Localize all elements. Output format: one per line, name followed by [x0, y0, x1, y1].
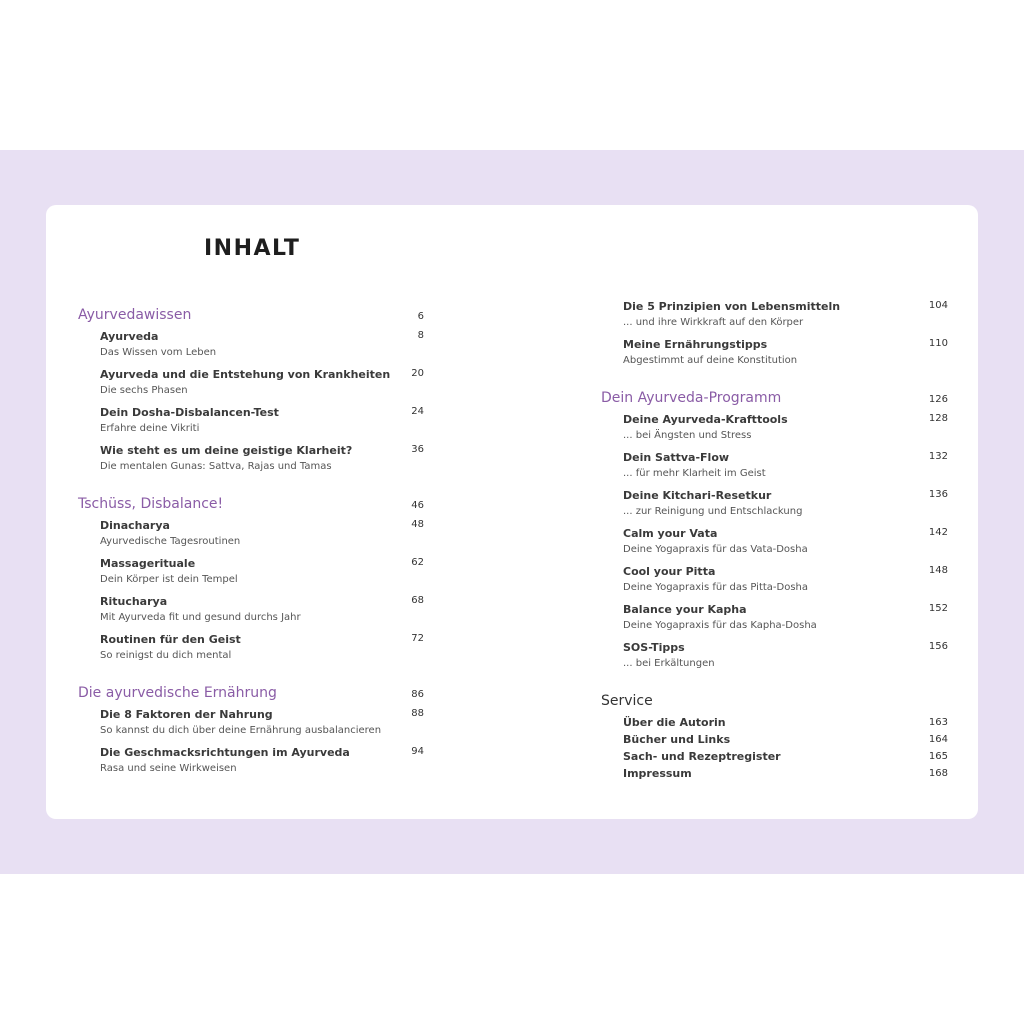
entry-subtitle: Das Wissen vom Leben — [100, 347, 217, 358]
section-heading[interactable] — [601, 387, 948, 409]
entry-subtitle: Mit Ayurveda fit und gesund durchs Jahr — [100, 612, 301, 623]
section-heading[interactable] — [78, 493, 424, 515]
page-number: 156 — [928, 641, 948, 652]
entry-title: Bücher und Links — [623, 733, 731, 746]
entry-title: Meine Ernährungstipps — [623, 338, 768, 351]
page-number: 128 — [928, 413, 948, 424]
entry-subtitle: Erfahre deine Vikriti — [100, 423, 200, 434]
entry-subtitle: Deine Yogapraxis für das Kapha-Dosha — [623, 620, 817, 631]
entry-subtitle: ... und ihre Wirkkraft auf den Körper — [623, 317, 804, 328]
page-number: 163 — [928, 717, 948, 728]
page-number: 132 — [928, 451, 948, 462]
entry-title: Balance your Kapha — [623, 603, 747, 616]
page-number: 46 — [411, 500, 424, 511]
toc-entry[interactable] — [78, 631, 424, 663]
page-number: 8 — [417, 330, 424, 341]
entry-title: Wie steht es um deine geistige Klarheit? — [100, 444, 353, 457]
page-number: 88 — [411, 708, 424, 719]
entry-subtitle: ... bei Ängsten und Stress — [623, 430, 752, 441]
toc-entry[interactable] — [601, 336, 948, 368]
toc-entry[interactable] — [601, 639, 948, 671]
entry-title: Dinacharya — [100, 519, 170, 532]
entry-subtitle: Deine Yogapraxis für das Pitta-Dosha — [623, 582, 809, 593]
toc-entry[interactable] — [78, 404, 424, 436]
service-entry[interactable] — [601, 765, 948, 782]
entry-title: Ayurveda — [100, 330, 159, 343]
toc-entry[interactable] — [601, 563, 948, 595]
page-number: 72 — [411, 633, 424, 644]
entry-title: Die 8 Faktoren der Nahrung — [100, 708, 273, 721]
entry-subtitle: ... bei Erkältungen — [623, 658, 715, 669]
page-number: 110 — [928, 338, 948, 349]
page-title: INHALT — [204, 236, 301, 261]
service-list — [601, 714, 948, 782]
entry-subtitle: Ayurvedische Tagesroutinen — [100, 536, 241, 547]
page-number: 152 — [928, 603, 948, 614]
entry-subtitle: Abgestimmt auf deine Konstitution — [623, 355, 798, 366]
toc-entry[interactable] — [78, 706, 424, 738]
toc-entry[interactable] — [601, 525, 948, 557]
toc-right-column — [601, 298, 948, 801]
toc-section-service — [601, 690, 948, 782]
toc-section — [78, 304, 424, 474]
entry-subtitle: So kannst du dich über deine Ernährung ausbalancieren — [100, 725, 382, 736]
page-number: 68 — [411, 595, 424, 606]
entry-title: Calm your Vata — [623, 527, 718, 540]
toc-section — [78, 493, 424, 663]
entry-subtitle: ... für mehr Klarheit im Geist — [623, 468, 766, 479]
page-number: 165 — [928, 751, 948, 762]
entry-title: Routinen für den Geist — [100, 633, 241, 646]
page-number: 164 — [928, 734, 948, 745]
page-number: 148 — [928, 565, 948, 576]
entry-title: Dein Dosha-Disbalancen-Test — [100, 406, 279, 419]
section-heading[interactable] — [78, 682, 424, 704]
toc-left-column — [78, 304, 424, 795]
page-number: 24 — [411, 406, 424, 417]
entry-title: Über die Autorin — [623, 716, 726, 729]
toc-section — [78, 682, 424, 776]
page-number: 136 — [928, 489, 948, 500]
toc-entry[interactable] — [601, 449, 948, 481]
page-number: 142 — [928, 527, 948, 538]
entry-subtitle: Die mentalen Gunas: Sattva, Rajas und Tamas — [100, 461, 332, 472]
entry-title: SOS-Tipps — [623, 641, 685, 654]
section-heading-label: Dein Ayurveda-Programm — [601, 390, 782, 406]
toc-entry[interactable] — [78, 744, 424, 776]
entry-title: Impressum — [623, 767, 692, 780]
service-entry[interactable] — [601, 714, 948, 731]
entry-title: Sach- und Rezeptregister — [623, 750, 781, 763]
page-number: 36 — [411, 444, 424, 455]
entry-title: Deine Kitchari-Resetkur — [623, 489, 772, 502]
toc-section-continued — [601, 298, 948, 368]
page-number: 94 — [411, 746, 424, 757]
toc-entry[interactable] — [78, 442, 424, 474]
toc-entry[interactable] — [78, 328, 424, 360]
entry-subtitle: Die sechs Phasen — [100, 385, 188, 396]
page-number: 168 — [928, 768, 948, 779]
page-number: 6 — [417, 311, 424, 322]
entry-title: Massagerituale — [100, 557, 196, 570]
page-number: 20 — [411, 368, 424, 379]
entry-title: Ayurveda und die Entstehung von Krankheiten — [100, 368, 391, 381]
entry-subtitle: Dein Körper ist dein Tempel — [100, 574, 238, 585]
toc-entry[interactable] — [78, 593, 424, 625]
entry-subtitle: So reinigst du dich mental — [100, 650, 232, 661]
page-number: 126 — [928, 394, 948, 405]
toc-entry[interactable] — [78, 517, 424, 549]
entry-title: Ritucharya — [100, 595, 168, 608]
toc-entry[interactable] — [78, 366, 424, 398]
service-entry[interactable] — [601, 748, 948, 765]
entry-title: Die 5 Prinzipien von Lebensmitteln — [623, 300, 841, 313]
toc-entry[interactable] — [78, 555, 424, 587]
toc-entry[interactable] — [601, 601, 948, 633]
page-number: 86 — [411, 689, 424, 700]
service-entry[interactable] — [601, 731, 948, 748]
page-number: 48 — [411, 519, 424, 530]
entry-title: Cool your Pitta — [623, 565, 716, 578]
page-number: 104 — [928, 300, 948, 311]
entry-title: Dein Sattva-Flow — [623, 451, 730, 464]
toc-section — [601, 387, 948, 671]
entry-subtitle: ... zur Reinigung und Entschlackung — [623, 506, 803, 517]
section-heading[interactable]: Service — [601, 693, 653, 709]
section-heading-label: Ayurvedawissen — [78, 307, 192, 323]
toc-entry[interactable] — [601, 411, 948, 443]
section-heading-label: Tschüss, Disbalance! — [78, 496, 224, 512]
entry-title: Deine Ayurveda-Krafttools — [623, 413, 788, 426]
entry-subtitle: Deine Yogapraxis für das Vata-Dosha — [623, 544, 808, 555]
section-heading-label: Die ayurvedische Ernährung — [78, 685, 277, 701]
page-number: 62 — [411, 557, 424, 568]
toc-entry[interactable] — [601, 298, 948, 330]
entry-title: Die Geschmacksrichtungen im Ayurveda — [100, 746, 350, 759]
section-heading[interactable] — [78, 304, 424, 326]
toc-entry[interactable] — [601, 487, 948, 519]
entry-subtitle: Rasa und seine Wirkweisen — [100, 763, 237, 774]
